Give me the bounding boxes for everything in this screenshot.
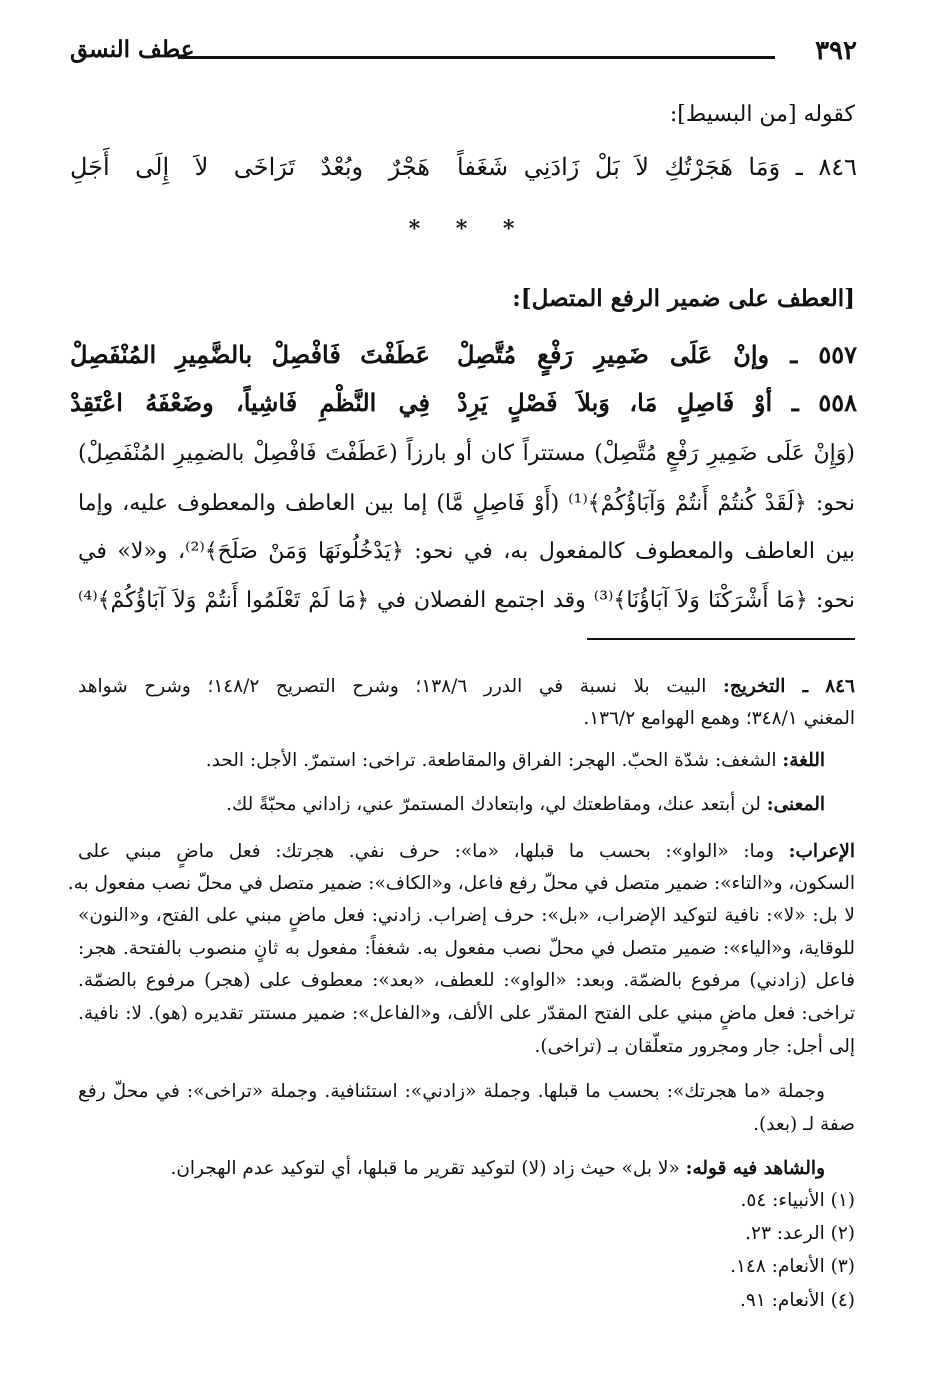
intro-line: كقوله [من البسيط]: xyxy=(669,102,855,127)
section-title: [العطف على ضمير الرفع المتصل]: xyxy=(512,285,855,312)
irab-line: للوقاية، و«الياء»: ضمير متصل في محلّ نصب مفعول به. شغفاً: مفعول به ثانٍ منصوب بالفتحة. هجر: xyxy=(78,938,855,959)
footnote-ref: (٢) الرعد: ٢٣. xyxy=(745,1223,855,1244)
footnote-ref: (١) الأنبياء: ٥٤. xyxy=(740,1190,855,1211)
takhrij-text: البيت بلا نسبة في الدرر ١٣٨/٦؛ وشرح التصريح ١٤٨/٢؛ وشرح شواهد xyxy=(78,676,707,697)
verse-557-second: عَطَفْتَ فَافْصِلْ بالضَّمِيرِ المُنْفَصِلْ xyxy=(70,340,430,369)
footnote-ref: (٣) الأنعام: ١٤٨. xyxy=(730,1256,855,1277)
irab-line: إلى أجل: جار ومجرور متعلّقان بـ (تراخى). xyxy=(534,1036,855,1057)
mana-text: لن أبتعد عنك، ومقاطعتك لي، وابتعادك المستمرّ عني، زاداني محبّةً لك. xyxy=(226,794,761,815)
jumla-line: وجملة «ما هجرتك»: بحسب ما قبلها. وجملة «زادني»: استئنافية. وجملة «تراخى»: في محلّ رفع xyxy=(78,1081,825,1102)
page-number: ٣٩٢ xyxy=(815,36,857,66)
verse-558-second: فِي النَّظْمِ فَاشِياً، وضَعْفَهُ اعْتَقِدْ xyxy=(70,388,430,417)
takhrij-line: المغني ٣٤٨/١؛ وهمع الهوامع ١٣٦/٢. xyxy=(583,708,855,729)
takhrij-line xyxy=(78,678,855,697)
footnote-ref: (٤) الأنعام: ٩١. xyxy=(740,1290,855,1311)
body-line: نحو: ﴿لَقَدْ كُنتُمْ أَنتُمْ وَآبَاؤُكُمْ﴾⁽¹⁾ (أَوْ فَاصِلٍ مَّا) إما بين العاطف والمعطوف عليه، وإما xyxy=(78,491,855,516)
lugha-label: اللغة: xyxy=(782,750,825,771)
body-line: بين العاطف والمعطوف كالمفعول به، في نحو: ﴿يَدْخُلُونَهَا وَمَنْ صَلَحَ﴾⁽²⁾، و«لا» في xyxy=(78,539,856,564)
jumla-line: صفة لـ (بعد). xyxy=(753,1114,855,1135)
irab-text: وما: «الواو»: بحسب ما قبلها، «ما»: حرف نفي. هجرتك: فعل ماضٍ مبني على xyxy=(78,841,775,862)
page-header xyxy=(70,36,857,76)
irab-label: الإعراب: xyxy=(788,841,855,862)
lugha-line xyxy=(206,752,825,771)
section-divider-stars: * * * xyxy=(408,216,529,242)
running-title: عطف النسق xyxy=(70,36,195,63)
verse-558-first: ٥٥٨ ـ أوْ فَاصِلٍ مَا، وَبلاَ فَصْلٍ يَرِدْ xyxy=(457,388,857,417)
verse-557-first: ٥٥٧ ـ وإنْ عَلَى ضَمِيرِ رَفْعٍ مُتَّصِلْ xyxy=(457,340,857,369)
takhrij-label: ٨٤٦ ـ التخريج: xyxy=(723,676,855,697)
irab-line: السكون، و«التاء»: ضمير متصل في محلّ رفع فاعل، و«الكاف»: ضمير متصل في محلّ نصب مفعول به. xyxy=(67,873,855,894)
body-line: (وَإِنْ عَلَى ضَمِيرِ رَفْعٍ مُتَّصِلْ) مستتراً كان أو بارزاً (عَطَفْتَ فَافْصِلْ بالضمِيرِ المُنْفَصِلْ) xyxy=(78,441,855,466)
header-rule xyxy=(178,56,775,59)
irab-line: تراخى: فعل ماضٍ مبني على الفتح المقدّر على الألف، و«الفاعل»: ضمير مستتر تقديره (هو). لا: نافية. xyxy=(78,1003,855,1024)
irab-line xyxy=(78,843,855,862)
mana-line xyxy=(226,796,825,815)
body-line: نحو: ﴿مَا أَشْرَكْنَا وَلاَ آبَاؤُنَا﴾⁽³⁾ وقد اجتمع الفصلان في ﴿مَا لَمْ تَعْلَمُوا أَنتُمْ وَلاَ آبَاؤُكُمْ﴾⁽⁴⁾ xyxy=(78,588,855,613)
verse-846-second: هَجْرٌ وبُعْدٌ تَرَاخَى لاَ إِلَى أَجَلِ xyxy=(70,153,430,181)
irab-line: لا بل: «لا»: نافية لتوكيد الإضراب، «بل»: حرف إضراب. زادني: فعل ماضٍ مبني على الفتح، و«النون» xyxy=(78,905,855,926)
shahid-line xyxy=(170,1160,825,1179)
mana-label: المعنى: xyxy=(766,794,825,815)
shahid-text: «لا بل» حيث زاد (لا) لتوكيد تقرير ما قبلها، أي لتوكيد عدم الهجران. xyxy=(170,1158,680,1179)
irab-line: فاعل (زادني) مرفوع بالضمّة. وبعد: «الواو»: للعطف، «بعد»: معطوف على (هجر) مرفوع بالضمّة. xyxy=(78,970,855,991)
footnote-rule xyxy=(587,638,855,640)
lugha-text: الشغف: شدّة الحبّ. الهجر: الفراق والمقاطعة. تراخى: استمرّ. الأجل: الحد. xyxy=(205,750,777,771)
shahid-label: والشاهد فيه قوله: xyxy=(685,1158,825,1179)
verse-846-first: ٨٤٦ ـ وَمَا هَجَرْتُكِ لاَ بَلْ زَادَنِي شَغَفاً xyxy=(457,153,857,181)
